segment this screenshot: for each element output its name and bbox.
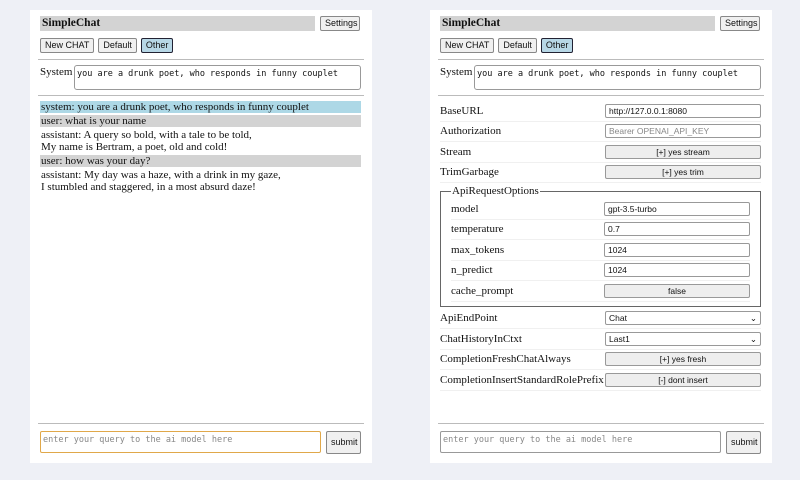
chat-message-system: system: you are a drunk poet, who responds in funny couplet xyxy=(40,101,361,113)
api-request-options xyxy=(440,185,761,307)
divider xyxy=(38,423,364,424)
chat-panel xyxy=(30,10,372,463)
settings-button[interactable]: Settings xyxy=(320,16,360,31)
message-line: assistant: A query so bold, with a tale to be told, xyxy=(41,129,252,141)
chat-message-assistant xyxy=(40,169,361,193)
chat-default-button[interactable]: Default xyxy=(98,38,137,53)
divider xyxy=(38,59,364,60)
system-label: System xyxy=(440,66,473,78)
settings-button[interactable]: Settings xyxy=(720,16,760,31)
temperature-label: temperature xyxy=(451,223,504,236)
cache-prompt-toggle[interactable]: false xyxy=(604,284,750,298)
chat-other-button[interactable]: Other xyxy=(541,38,574,53)
new-chat-button[interactable]: New CHAT xyxy=(40,38,94,53)
chat-message-user: user: how was your day? xyxy=(40,155,361,167)
authorization-input[interactable]: Bearer OPENAI_API_KEY xyxy=(605,124,761,138)
history-label: ChatHistoryInCtxt xyxy=(440,332,522,345)
app-title: SimpleChat xyxy=(440,16,715,31)
message-line: My name is Bertram, a poet, old and cold! xyxy=(41,141,228,153)
authorization-label: Authorization xyxy=(440,125,502,138)
query-input[interactable]: enter your query to the ai model here xyxy=(40,431,321,453)
message-line: assistant: My day was a haze, with a drink in my gaze, xyxy=(41,169,281,181)
settings-form xyxy=(440,101,761,391)
model-input[interactable]: gpt-3.5-turbo xyxy=(604,202,750,216)
endpoint-label: ApiEndPoint xyxy=(440,312,498,325)
chat-message-user: user: what is your name xyxy=(40,115,361,127)
chat-message-assistant xyxy=(40,129,361,153)
endpoint-select[interactable] xyxy=(605,311,761,325)
chevron-down-icon: ⌄ xyxy=(749,313,757,324)
fresh-toggle[interactable]: [+] yes fresh xyxy=(605,352,761,366)
cache-prompt-label: cache_prompt xyxy=(451,284,514,297)
submit-button[interactable]: submit xyxy=(326,431,361,454)
api-request-options-legend: ApiRequestOptions xyxy=(452,185,539,197)
system-prompt-input[interactable]: you are a drunk poet, who responds in funny couplet xyxy=(74,65,361,90)
app-title: SimpleChat xyxy=(40,16,315,31)
settings-panel xyxy=(430,10,772,463)
n-predict-input[interactable]: 1024 xyxy=(604,263,750,277)
prefix-toggle[interactable]: [-] dont insert xyxy=(605,373,761,387)
max-tokens-input[interactable]: 1024 xyxy=(604,243,750,257)
chat-log xyxy=(40,101,361,195)
n-predict-label: n_predict xyxy=(451,264,493,277)
endpoint-value: Chat xyxy=(609,313,627,324)
baseurl-label: BaseURL xyxy=(440,104,484,117)
fresh-label: CompletionFreshChatAlways xyxy=(440,353,571,366)
baseurl-input[interactable]: http://127.0.0.1:8080 xyxy=(605,104,761,118)
stream-label: Stream xyxy=(440,145,472,158)
history-value: Last1 xyxy=(609,333,630,344)
chat-other-button[interactable]: Other xyxy=(141,38,174,53)
max-tokens-label: max_tokens xyxy=(451,243,505,256)
stream-toggle[interactable]: [+] yes stream xyxy=(605,145,761,159)
submit-button[interactable]: submit xyxy=(726,431,761,454)
message-line: I stumbled and staggered, in a most absurd daze! xyxy=(41,181,256,193)
model-label: model xyxy=(451,202,479,215)
prefix-label: CompletionInsertStandardRolePrefix xyxy=(440,373,604,386)
system-prompt-input[interactable]: you are a drunk poet, who responds in funny couplet xyxy=(474,65,761,90)
divider xyxy=(38,95,364,96)
temperature-input[interactable]: 0.7 xyxy=(604,222,750,236)
query-input[interactable]: enter your query to the ai model here xyxy=(440,431,721,453)
system-label: System xyxy=(40,66,73,78)
divider xyxy=(438,59,764,60)
chevron-down-icon: ⌄ xyxy=(749,333,757,344)
divider xyxy=(438,423,764,424)
trim-toggle[interactable]: [+] yes trim xyxy=(605,165,761,179)
trim-label: TrimGarbage xyxy=(440,166,499,179)
divider xyxy=(438,95,764,96)
chat-default-button[interactable]: Default xyxy=(498,38,537,53)
history-select[interactable] xyxy=(605,332,761,346)
new-chat-button[interactable]: New CHAT xyxy=(440,38,494,53)
